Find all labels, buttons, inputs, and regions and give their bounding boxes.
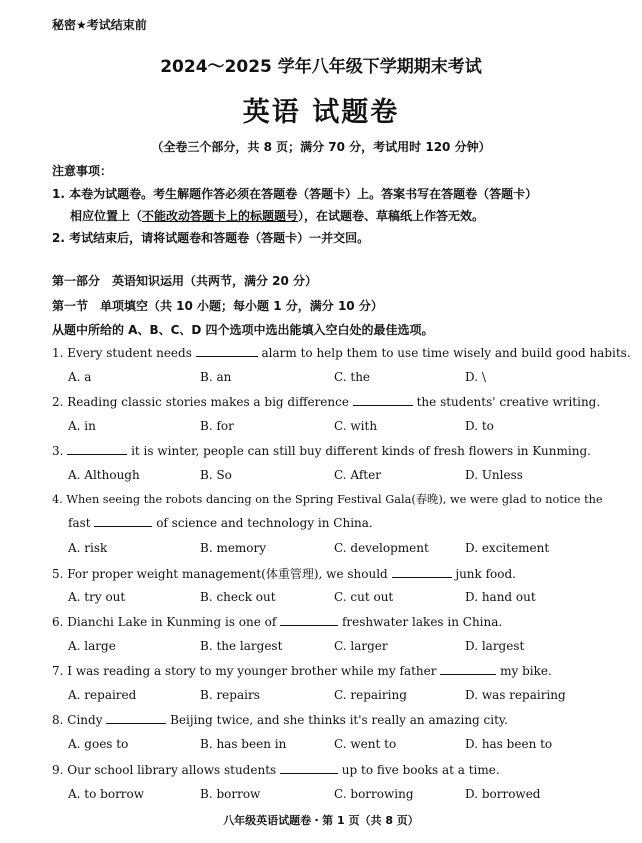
question-2-post: the students' creative writing. — [412, 395, 601, 409]
answer-blank — [106, 712, 166, 724]
option-b: B. memory — [200, 541, 267, 555]
option-d: D. Unless — [465, 468, 523, 482]
question-7-post: my bike. — [496, 664, 552, 678]
question-7 — [52, 663, 552, 678]
page-footer: 八年级英语试题卷・第 1 页（共 8 页） — [223, 814, 419, 827]
question-9 — [52, 762, 500, 777]
option-b: B. has been in — [200, 737, 287, 751]
option-c: C. development — [334, 541, 429, 555]
option-d: D. to — [465, 419, 494, 433]
question-9-pre: 9. Our school library allows students — [52, 763, 280, 777]
option-d: D. has been to — [465, 737, 553, 751]
option-c: C. cut out — [334, 590, 394, 604]
option-b: B. for — [200, 419, 234, 433]
question-6-post: freshwater lakes in China. — [338, 615, 503, 629]
question-4-continued — [68, 515, 373, 530]
question-3-pre: 3. — [52, 444, 68, 458]
section-1-instructions: 从题中所给的 A、B、C、D 四个选项中选出能填入空白处的最佳选项。 — [52, 323, 434, 337]
note-1: 1. 本卷为试题卷。考生解题作答必须在答题卷（答题卡）上。答案书写在答题卷（答题卡） — [52, 187, 538, 201]
question-4-cont-pre: fast — [68, 516, 95, 530]
question-2-pre: 2. Reading classic stories makes a big difference — [52, 395, 353, 409]
section-1-heading: 第一节 单项填空（共 10 小题；每小题 1 分，满分 10 分） — [52, 299, 383, 313]
question-2 — [52, 394, 600, 409]
option-d: D. was repairing — [465, 688, 566, 702]
answer-blank — [440, 663, 496, 675]
option-c: C. repairing — [334, 688, 407, 702]
question-4-cont-post: of science and technology in China. — [152, 516, 373, 530]
option-a: A. large — [68, 639, 116, 653]
option-b: B. check out — [200, 590, 276, 604]
question-5-post: junk food. — [451, 567, 516, 581]
question-3 — [52, 443, 591, 458]
question-8-post: Beijing twice, and she thinks it's really an amazing city. — [166, 713, 508, 727]
option-d: D. hand out — [465, 590, 536, 604]
subject-title: 英语 试题卷 — [242, 97, 400, 128]
option-c: C. with — [334, 419, 378, 433]
option-b: B. the largest — [200, 639, 283, 653]
option-a: A. goes to — [68, 737, 129, 751]
option-a: A. risk — [68, 541, 108, 555]
answer-blank — [280, 762, 338, 774]
note-1-continued — [70, 207, 484, 224]
question-6-pre: 6. Dianchi Lake in Kunming is one of — [52, 615, 281, 629]
question-9-post: up to five books at a time. — [337, 763, 500, 777]
option-a: A. Although — [68, 468, 140, 482]
answer-blank — [67, 443, 127, 455]
option-a: A. repaired — [68, 688, 137, 702]
part-1-heading: 第一部分 英语知识运用（共两节，满分 20 分） — [52, 274, 318, 288]
note-1-cont-post: ），在试题卷、草稿纸上作答无效。 — [298, 209, 485, 223]
question-1-pre: 1. Every student needs — [52, 346, 196, 360]
exam-meta: （全卷三个部分，共 8 页；满分 70 分，考试用时 120 分钟） — [151, 140, 491, 154]
exam-title: 2024～2025 学年八年级下学期期末考试 — [160, 57, 482, 77]
option-d: D. borrowed — [465, 787, 541, 801]
answer-blank — [94, 515, 152, 527]
option-a: A. to borrow — [68, 787, 145, 801]
option-c: C. larger — [334, 639, 388, 653]
note-1-underlined: 不能改动答题卡上的标题题号 — [142, 209, 299, 223]
option-b: B. an — [200, 370, 232, 384]
option-c: C. the — [334, 370, 371, 384]
notes-heading: 注意事项： — [52, 164, 113, 178]
option-d: D. \ — [465, 370, 486, 384]
option-c: C. borrowing — [334, 787, 414, 801]
question-4 — [52, 491, 603, 507]
option-b: B. borrow — [200, 787, 261, 801]
question-5 — [52, 565, 516, 582]
option-d: D. largest — [465, 639, 525, 653]
answer-blank — [196, 345, 258, 357]
option-a: A. in — [68, 419, 96, 433]
note-2: 2. 考试结束后，请将试题卷和答题卷（答题卡）一并交回。 — [52, 231, 370, 245]
question-3-post: it is winter, people can still buy different kinds of fresh flowers in Kunming. — [127, 444, 591, 458]
question-6 — [52, 614, 502, 629]
question-1-post: alarm to help them to use time wisely and build good habits. — [257, 346, 631, 360]
question-1 — [52, 345, 631, 360]
option-c: C. went to — [334, 737, 397, 751]
option-b: B. repairs — [200, 688, 260, 702]
question-8-pre: 8. Cindy — [52, 713, 107, 727]
answer-blank — [280, 614, 338, 626]
note-1-cont-pre: 相应位置上（ — [70, 209, 143, 223]
question-5-pre: 5. For proper weight management(体重管理), we should — [52, 567, 392, 581]
answer-blank — [392, 566, 452, 578]
option-b: B. So — [200, 468, 232, 482]
confidential-label: 秘密★考试结束前 — [52, 18, 147, 32]
question-4-text: 4. When seeing the robots dancing on the Spring Festival Gala(春晚), we were glad to notice the — [52, 493, 603, 506]
option-a: A. a — [68, 370, 92, 384]
question-7-pre: 7. I was reading a story to my younger brother while my father — [52, 664, 441, 678]
option-d: D. excitement — [465, 541, 550, 555]
option-a: A. try out — [68, 590, 126, 604]
option-c: C. After — [334, 468, 381, 482]
answer-blank — [353, 394, 413, 406]
question-8 — [52, 712, 508, 727]
